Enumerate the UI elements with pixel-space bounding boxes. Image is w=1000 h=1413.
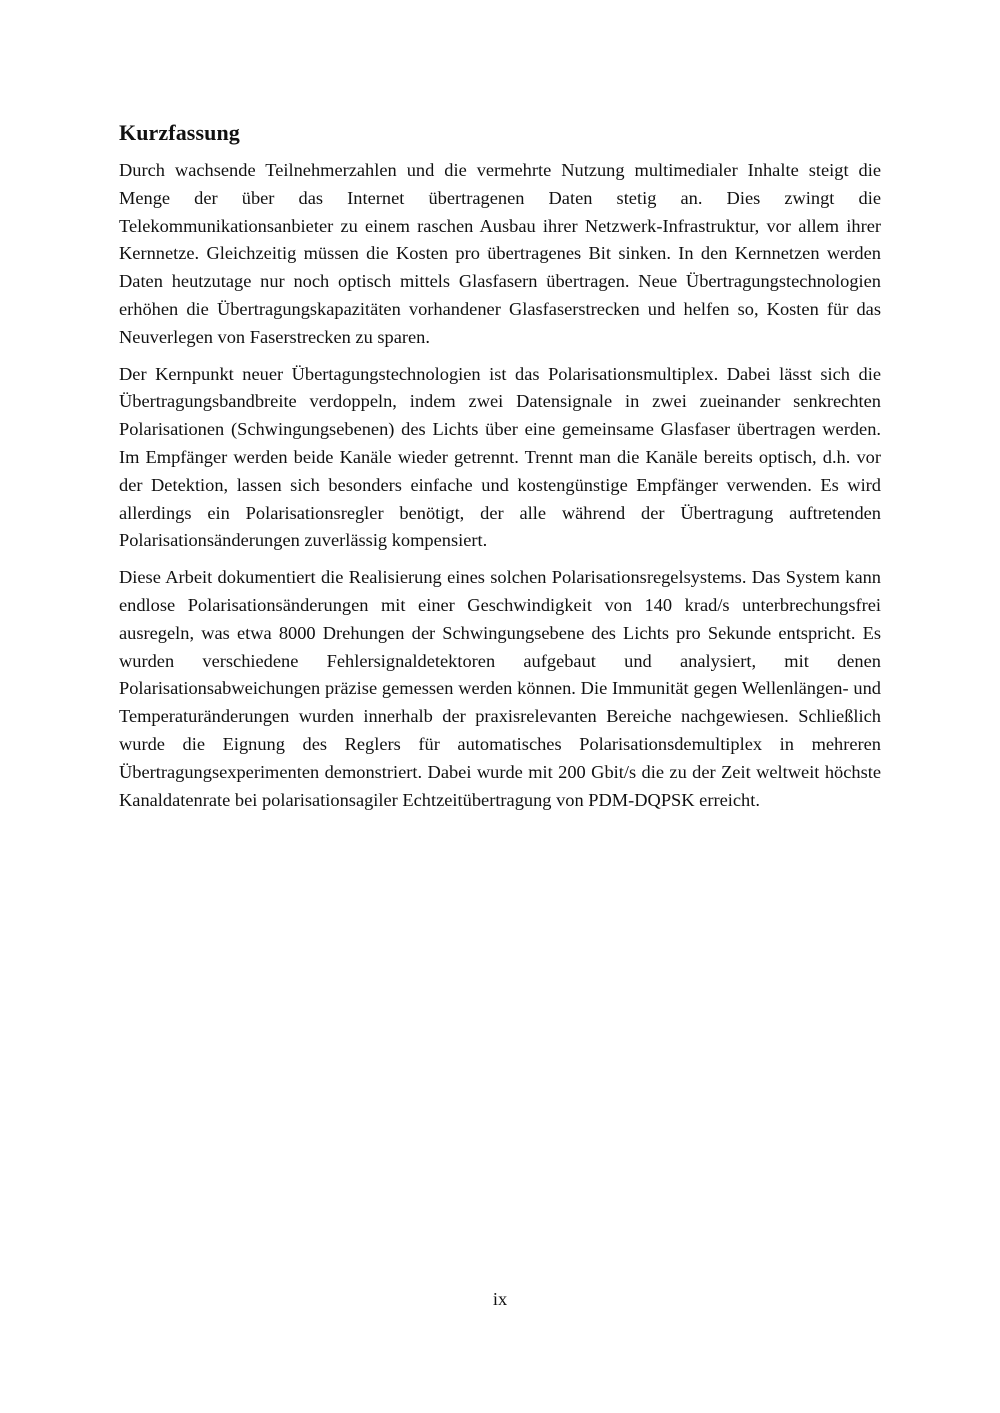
abstract-paragraph-3: Diese Arbeit dokumentiert die Realisierung eines solchen Polarisationsregelsystems. Das System kann endlose Polarisationsänderungen mit einer Geschwindigkeit von 140 krad/s unterbrechungsfrei ausregeln, was etwa 8000 Drehungen der Schwingungsebene des Lichts pro Sekunde entspricht. Es wurden verschiedene Fehlersignaldetektoren aufgebaut und analysiert, mit denen Polarisationsabweichungen präzise gemessen werden können. Die Immunität gegen Wellenlängen- und Temperaturänderungen wurden innerhalb der praxisrelevanten Bereiche nachgewiesen. Schließlich wurde die Eignung des Reglers für automatisches Polarisationsdemultiplex in mehreren Übertragungsexperimenten demonstriert. Dabei wurde mit 200 Gbit/s die zu der Zeit weltweit höchste Kanaldatenrate bei polarisationsagiler Echtzeitübertragung von PDM-DQPSK erreicht.	[119, 567, 881, 810]
page-number: ix	[492, 1289, 508, 1309]
abstract-paragraph-1: Durch wachsende Teilnehmerzahlen und die vermehrte Nutzung multimedialer Inhalte steigt die Menge der über das Internet übertragenen Daten stetig an. Dies zwingt die Telekommunikationsanbieter zu einem raschen Ausbau ihrer Netzwerk-Infrastruktur, vor allem ihrer Kernnetze. Gleichzeitig müssen die Kosten pro übertragenes Bit sinken. In den Kernnetzen werden Daten heutzutage nur noch optisch mittels Glasfasern übertragen. Neue Übertragungstechnologien erhöhen die Übertragungskapazitäten vorhandener Glasfaserstrecken und helfen so, Kosten für das Neuverlegen von Faserstrecken zu sparen.	[119, 160, 881, 347]
section-heading: Kurzfassung	[119, 120, 240, 145]
abstract-paragraph-2: Der Kernpunkt neuer Übertagungstechnologien ist das Polarisationsmultiplex. Dabei lässt sich die Übertragungsbandbreite verdoppeln, indem zwei Datensignale in zwei zueinander senkrechten Polarisationen (Schwingungsebenen) des Lichts über eine gemeinsame Glasfaser übertragen werden. Im Empfänger werden beide Kanäle wieder getrennt. Trennt man die Kanäle bereits optisch, d.h. vor der Detektion, lassen sich besonders einfache und kostengünstige Empfänger verwenden. Es wird allerdings ein Polarisationsregler benötigt, der alle während der Übertragung auftretenden Polarisationsänderungen zuverlässig kompensiert.	[119, 363, 881, 551]
abstract-section	[119, 118, 881, 823]
